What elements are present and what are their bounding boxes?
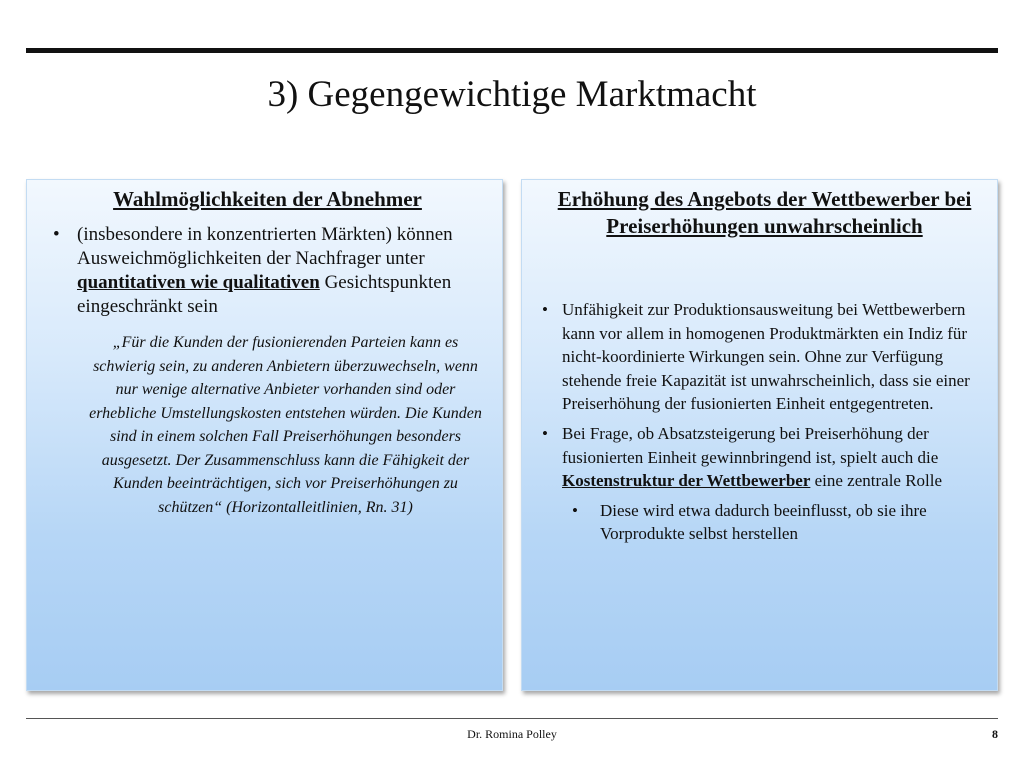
left-bullet <box>47 223 488 319</box>
left-bullet-text-after: Gesichtspunkten eingeschränkt sein <box>77 272 452 317</box>
left-panel-heading: Wahlmöglichkeiten der Abnehmer <box>113 187 422 211</box>
footer-author: Dr. Romina Polley <box>467 727 557 741</box>
right-bullet-1 <box>536 298 993 416</box>
bullet-icon: • <box>542 300 548 319</box>
page-number: 8 <box>992 727 998 741</box>
right-sub-bullet <box>536 499 993 546</box>
right-panel <box>521 179 998 691</box>
slide-title: 3) Gegengewichtige Marktmacht <box>267 74 757 115</box>
left-bullet-emphasis: quantitativen wie qualitativen <box>77 272 320 293</box>
right-sub-bullet-text: Diese wird etwa dadurch beeinflusst, ob sie ihre Vorprodukte selbst herstellen <box>600 500 927 544</box>
bullet-icon: • <box>53 224 60 245</box>
right-bullet-1-text: Unfähigkeit zur Produktionsausweitung bei Wettbewerbern kann vor allem in homogenen Produktmärkten ein Indiz für nicht-koordinierte Wirkungen sein. Ohne zur Verfügung stehende freie Kapazität ist unwahrscheinlich, dass sie einer Preiserhöhung der fusionierten Einheit entgegentreten. <box>562 300 970 414</box>
right-bullet-2-text-after: eine zentrale Rolle <box>810 471 943 491</box>
bullet-icon: • <box>542 423 548 443</box>
guidelines-quote: „Für die Kunden der fusionierenden Parteien kann es schwierig sein, zu anderen Anbietern überzuwechseln, wenn nur wenige alternative Anbieter vorhanden sind oder erhebliche Umstellungskosten entstehen würden. Die Kunden sind in einem solchen Fall Preiserhöhungen besonders ausgesetzt. Der Zusammenschluss kann die Fähigkeit der Kunden beeinträchtigen, sich vor Preiserhöhungen zu schützen“ (Horizontalleitlinien, Rn. 31) <box>89 334 482 516</box>
left-bullet-text-before: (insbesondere in konzentrierten Märkten) können Ausweichmöglichkeiten der Nachfrager unter <box>77 224 453 269</box>
top-divider <box>26 48 998 53</box>
right-panel-heading: Erhöhung des Angebots der Wettbewerber bei Preiserhöhungen unwahrscheinlich <box>557 187 972 238</box>
bottom-divider <box>26 718 998 719</box>
right-bullet-2-emphasis: Kostenstruktur der Wettbewerber <box>562 471 811 491</box>
left-panel <box>26 179 503 691</box>
right-bullet-2-text-before: Bei Frage, ob Absatzsteigerung bei Preiserhöhung der fusionierten Einheit gewinnbringend ist, spielt auch die <box>562 423 939 467</box>
right-bullet-2 <box>536 422 993 493</box>
bullet-icon: • <box>572 500 578 520</box>
